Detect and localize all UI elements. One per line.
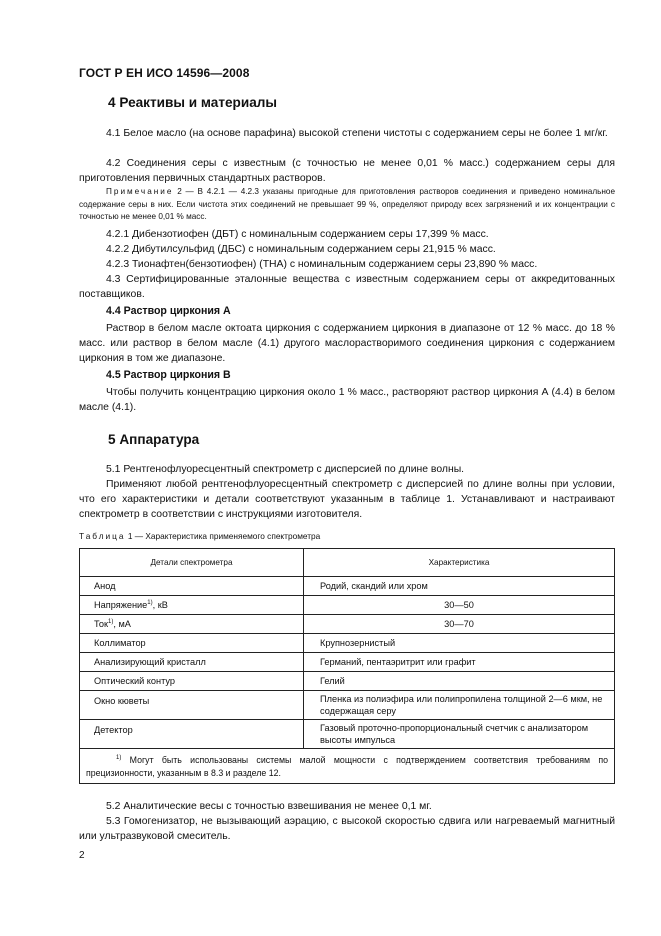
- table-row: Детектор Газовый проточно-пропорциональный счетчик с анализатором высоты импульса: [80, 720, 615, 749]
- para-4-2-1: 4.2.1 Дибензотиофен (ДБТ) с номинальным содержанием серы 17,399 % масс.: [106, 229, 489, 240]
- section-4-5-title: 4.5 Раствор циркония В: [106, 369, 231, 381]
- table-row: Коллиматор Крупнозернистый: [80, 634, 615, 653]
- para-5-1: 5.1 Рентгенофлуоресцентный спектрометр с дисперсией по длине волны.: [106, 464, 465, 475]
- spectrometer-table: [79, 548, 615, 784]
- standard-header: ГОСТ Р ЕН ИСО 14596—2008: [79, 66, 250, 80]
- col-header-parts: Детали спектрометра: [80, 549, 304, 577]
- para-4-5: Чтобы получить концентрацию циркония около 1 % масс., растворяют раствор циркония А (4.4) в белом масле (4.1).: [79, 387, 615, 413]
- para-5-1-b: Применяют любой рентгенофлуоресцентный спектрометр с дисперсией по длине волны при условии, что его характеристики и детали соответствуют указанным в таблице 1. Устанавливают и настраивают спектрометр в соответствии с инструкциями изготовителя.: [79, 479, 615, 520]
- para-4-4: Раствор в белом масле октоата циркония с содержанием циркония в диапазоне от 12 % масс. до 18 % масс. или раствор в белом масле (4.1) другого маслорастворимого соединения циркония с содержанием циркония в том же диапазоне.: [79, 323, 615, 364]
- page-number: 2: [79, 850, 85, 861]
- table-row: Напряжение$^{1)}$, кВ 30—50: [80, 596, 615, 615]
- table-row: Окно кюветы Пленка из полиэфира или полипропилена толщиной 2—6 мкм, не содержащая серу: [80, 691, 615, 720]
- table-row: Оптический контур Гелий: [80, 672, 615, 691]
- section-4-title: 4 Реактивы и материалы: [108, 95, 277, 110]
- table-row: Анод Родий, скандий или хром: [80, 577, 615, 596]
- section-4-4-title: 4.4 Раствор циркония А: [106, 305, 231, 317]
- para-4-2-2: 4.2.2 Дибутилсульфид (ДБС) с номинальным содержанием серы 21,915 % масс.: [106, 244, 496, 255]
- table-footnote-row: [80, 749, 615, 784]
- table-footnote: $^{1)}$ Могут быть использованы системы малой мощности с подтверждением соответствия требованиям по прецизионности, указанным в 8.3 и разделе 12.: [80, 749, 615, 784]
- note-2: Примечание 2 — В 4.2.1 — 4.2.3 указаны пригодные для приготовления растворов соединения и приведено номинальное содержание серы в них. Если чистота этих соединений не превышает 99 %, определяют природу всех загрязнений и их концентрации с точностью не менее 0,01 % масс.: [79, 187, 615, 222]
- para-4-3: 4.3 Сертифицированные эталонные вещества с известным содержанием серы от аккредитованных поставщиков.: [79, 274, 615, 300]
- para-4-2: 4.2 Соединения серы с известным (с точностью не менее 0,01 % масс.) содержанием серы для приготовления первичных стандартных растворов.: [79, 158, 615, 184]
- table-row: Анализирующий кристалл Германий, пентаэритрит или графит: [80, 653, 615, 672]
- para-4-2-3: 4.2.3 Тионафтен(бензотиофен) (ТНА) с номинальным содержанием серы 23,890 % масс.: [106, 259, 538, 270]
- para-5-3: 5.3 Гомогенизатор, не вызывающий аэрацию, с высокой скоростью сдвига или нагреваемый магнитный или ультразвуковой смеситель.: [79, 816, 615, 842]
- para-4-1: 4.1 Белое масло (на основе парафина) высокой степени чистоты с содержанием серы не более 1 мг/кг.: [106, 128, 608, 139]
- col-header-characteristics: Характеристика: [304, 549, 615, 577]
- table-caption: Таблица 1 — Характеристика применяемого спектрометра: [79, 531, 321, 541]
- table-row: Ток$^{1)}$, мА 30—70: [80, 615, 615, 634]
- section-5-title: 5 Аппаратура: [108, 432, 200, 447]
- para-5-2: 5.2 Аналитические весы с точностью взвешивания не менее 0,1 мг.: [106, 801, 432, 812]
